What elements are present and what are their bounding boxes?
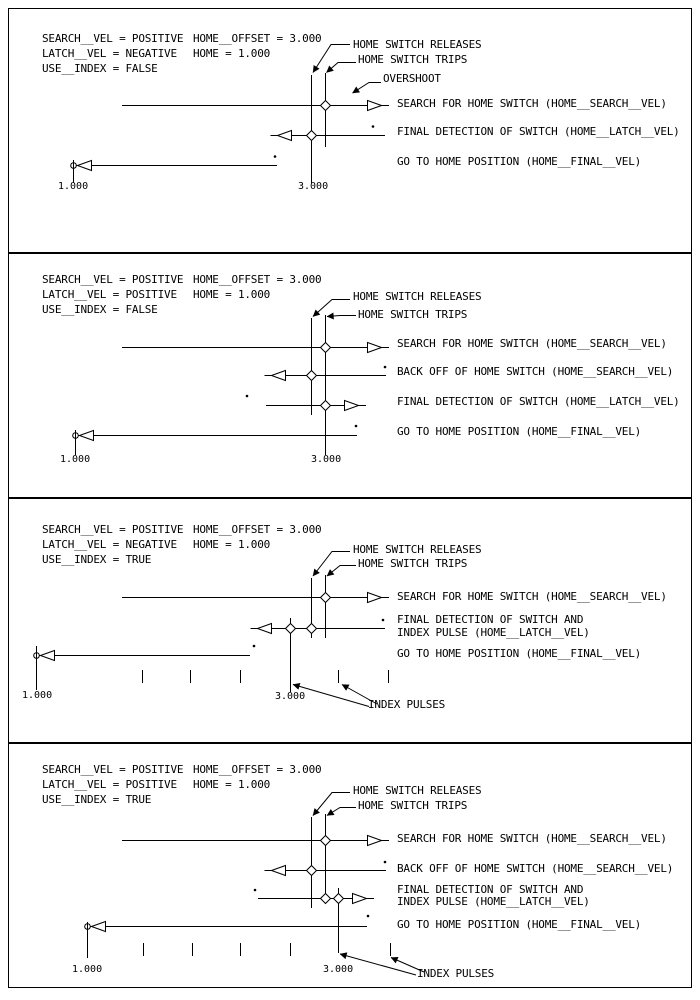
start-point-dot: [355, 425, 358, 428]
p3-pos-offset: 3.000: [275, 691, 306, 702]
p3-param-use-index: USE__INDEX = TRUE: [42, 553, 152, 566]
p2-goto-move: [73, 425, 358, 455]
p2-param-use-index: USE__INDEX = FALSE: [42, 303, 158, 316]
p2-search-move: [122, 343, 389, 353]
index-marker-diamond: [286, 624, 296, 634]
p2-label-backoff: BACK OFF OF HOME SWITCH (HOME__SEARCH__VEL): [397, 365, 674, 378]
p1-pos-offset: 3.000: [298, 181, 329, 192]
p2-leaders: [313, 300, 356, 317]
releases-leader: [313, 793, 350, 816]
p1-callout-overshoot: OVERSHOOT: [383, 72, 441, 85]
p2-param-latch-vel: LATCH__VEL = POSITIVE: [42, 288, 177, 301]
switch-marker-diamond: [321, 343, 331, 353]
p3-param-home-offset: HOME__OFFSET = 3.000: [193, 523, 322, 536]
right-arrowhead: [368, 343, 382, 353]
p3-search-move: [122, 593, 389, 603]
trips-leader: [327, 566, 356, 577]
p1-pos-home: 1.000: [58, 181, 89, 192]
p3-index-pulse-ticks: [143, 670, 389, 683]
left-arrowhead: [258, 624, 272, 634]
p1-param-latch-vel: LATCH__VEL = NEGATIVE: [42, 47, 177, 60]
left-arrowhead: [278, 131, 292, 141]
p1-switch-lines: [312, 73, 326, 183]
p2-pos-offset: 3.000: [311, 454, 342, 465]
p2-label-search: SEARCH FOR HOME SWITCH (HOME__SEARCH__VEL): [397, 337, 667, 350]
releases-leader: [313, 300, 350, 317]
right-arrowhead: [368, 593, 382, 603]
p3-callout-releases: HOME SWITCH RELEASES: [353, 543, 482, 556]
start-point-dot: [384, 861, 387, 864]
start-point-dot: [246, 395, 249, 398]
p3-label-index-pulses: INDEX PULSES: [368, 698, 446, 711]
start-point-dot: [274, 155, 277, 158]
p3-label-final-line2: INDEX PULSE (HOME__LATCH__VEL): [397, 626, 590, 639]
start-point-dot: [384, 366, 387, 369]
p1-label-goto: GO TO HOME POSITION (HOME__FINAL__VEL): [397, 155, 642, 168]
p4-param-home: HOME = 1.000: [193, 778, 271, 791]
p1-final-move: [271, 125, 386, 140]
p2-param-home: HOME = 1.000: [193, 288, 271, 301]
p4-label-final-line2: INDEX PULSE (HOME__LATCH__VEL): [397, 895, 590, 908]
left-arrowhead: [78, 161, 92, 171]
p4-callout-releases: HOME SWITCH RELEASES: [353, 784, 482, 797]
start-point-dot: [367, 915, 370, 918]
index-marker-diamond: [334, 894, 344, 904]
start-point-dot: [253, 645, 256, 648]
left-arrowhead: [272, 371, 286, 381]
switch-marker-diamond: [321, 101, 331, 111]
p1-param-home-offset: HOME__OFFSET = 3.000: [193, 32, 322, 45]
trips-leader: [327, 63, 357, 73]
p2-pos-home: 1.000: [60, 454, 91, 465]
p4-final-move: [254, 889, 374, 904]
p3-param-home: HOME = 1.000: [193, 538, 271, 551]
p2-final-move: [246, 395, 366, 411]
p4-param-latch-vel: LATCH__VEL = POSITIVE: [42, 778, 177, 791]
p2-label-final: FINAL DETECTION OF SWITCH (HOME__LATCH__VEL): [397, 395, 680, 408]
p1-search-move: [122, 101, 389, 111]
left-arrowhead: [92, 922, 106, 932]
p4-switch-lines: [312, 814, 339, 953]
p1-callout-trips: HOME SWITCH TRIPS: [358, 53, 468, 66]
start-point-dot: [382, 619, 385, 622]
p1-param-home: HOME = 1.000: [193, 47, 271, 60]
switch-marker-diamond: [321, 401, 331, 411]
p2-label-goto: GO TO HOME POSITION (HOME__FINAL__VEL): [397, 425, 642, 438]
p4-label-final-line1: FINAL DETECTION OF SWITCH AND: [397, 883, 584, 896]
switch-marker-diamond: [307, 624, 317, 634]
overshoot-leader: [353, 83, 382, 94]
p3-label-final-line1: FINAL DETECTION OF SWITCH AND: [397, 613, 584, 626]
right-arrowhead: [353, 894, 367, 904]
p4-label-search: SEARCH FOR HOME SWITCH (HOME__SEARCH__VEL): [397, 832, 667, 845]
switch-marker-diamond: [307, 866, 317, 876]
p1-leaders: [313, 45, 381, 94]
switch-marker-diamond: [321, 894, 331, 904]
right-arrowhead: [345, 401, 359, 411]
p2-callout-releases: HOME SWITCH RELEASES: [353, 290, 482, 303]
left-arrowhead: [41, 651, 55, 661]
start-point-dot: [254, 889, 257, 892]
right-arrowhead: [368, 836, 382, 846]
p3-label-search: SEARCH FOR HOME SWITCH (HOME__SEARCH__VEL): [397, 590, 667, 603]
p3-switch-lines: [291, 575, 326, 692]
p2-param-home-offset: HOME__OFFSET = 3.000: [193, 273, 322, 286]
p4-pos-offset: 3.000: [323, 964, 354, 975]
p4-param-use-index: USE__INDEX = TRUE: [42, 793, 152, 806]
p4-param-home-offset: HOME__OFFSET = 3.000: [193, 763, 322, 776]
switch-marker-diamond: [307, 131, 317, 141]
right-arrowhead: [368, 101, 382, 111]
p3-final-move: [251, 619, 386, 634]
p4-goto-move: [85, 915, 370, 958]
trips-leader: [327, 808, 356, 816]
left-arrowhead: [272, 866, 286, 876]
p3-label-goto: GO TO HOME POSITION (HOME__FINAL__VEL): [397, 647, 642, 660]
p4-search-move: [122, 836, 389, 846]
p4-pos-home: 1.000: [72, 964, 103, 975]
start-point-dot: [372, 125, 375, 128]
p1-param-search-vel: SEARCH__VEL = POSITIVE: [42, 32, 184, 45]
p2-param-search-vel: SEARCH__VEL = POSITIVE: [42, 273, 184, 286]
p3-pos-home: 1.000: [22, 690, 53, 701]
p2-callout-trips: HOME SWITCH TRIPS: [358, 308, 468, 321]
p1-label-search: SEARCH FOR HOME SWITCH (HOME__SEARCH__VEL): [397, 97, 667, 110]
p4-label-backoff: BACK OFF OF HOME SWITCH (HOME__SEARCH__VEL): [397, 862, 674, 875]
trips-leader: [327, 316, 356, 317]
p4-index-pulse-ticks: [144, 943, 391, 956]
p1-param-use-index: USE__INDEX = FALSE: [42, 62, 158, 75]
switch-marker-diamond: [321, 836, 331, 846]
p4-callout-trips: HOME SWITCH TRIPS: [358, 799, 468, 812]
p4-label-index-pulses: INDEX PULSES: [417, 967, 495, 980]
p4-param-search-vel: SEARCH__VEL = POSITIVE: [42, 763, 184, 776]
switch-marker-diamond: [307, 371, 317, 381]
p3-goto-move: [34, 645, 256, 690]
p1-callout-releases: HOME SWITCH RELEASES: [353, 38, 482, 51]
p1-goto-move: [71, 155, 277, 183]
p3-callout-trips: HOME SWITCH TRIPS: [358, 557, 468, 570]
p4-label-goto: GO TO HOME POSITION (HOME__FINAL__VEL): [397, 918, 642, 931]
p1-label-final: FINAL DETECTION OF SWITCH (HOME__LATCH__VEL): [397, 125, 680, 138]
p3-param-latch-vel: LATCH__VEL = NEGATIVE: [42, 538, 177, 551]
p2-switch-lines: [312, 315, 326, 455]
left-arrowhead: [80, 431, 94, 441]
p3-param-search-vel: SEARCH__VEL = POSITIVE: [42, 523, 184, 536]
switch-marker-diamond: [321, 593, 331, 603]
